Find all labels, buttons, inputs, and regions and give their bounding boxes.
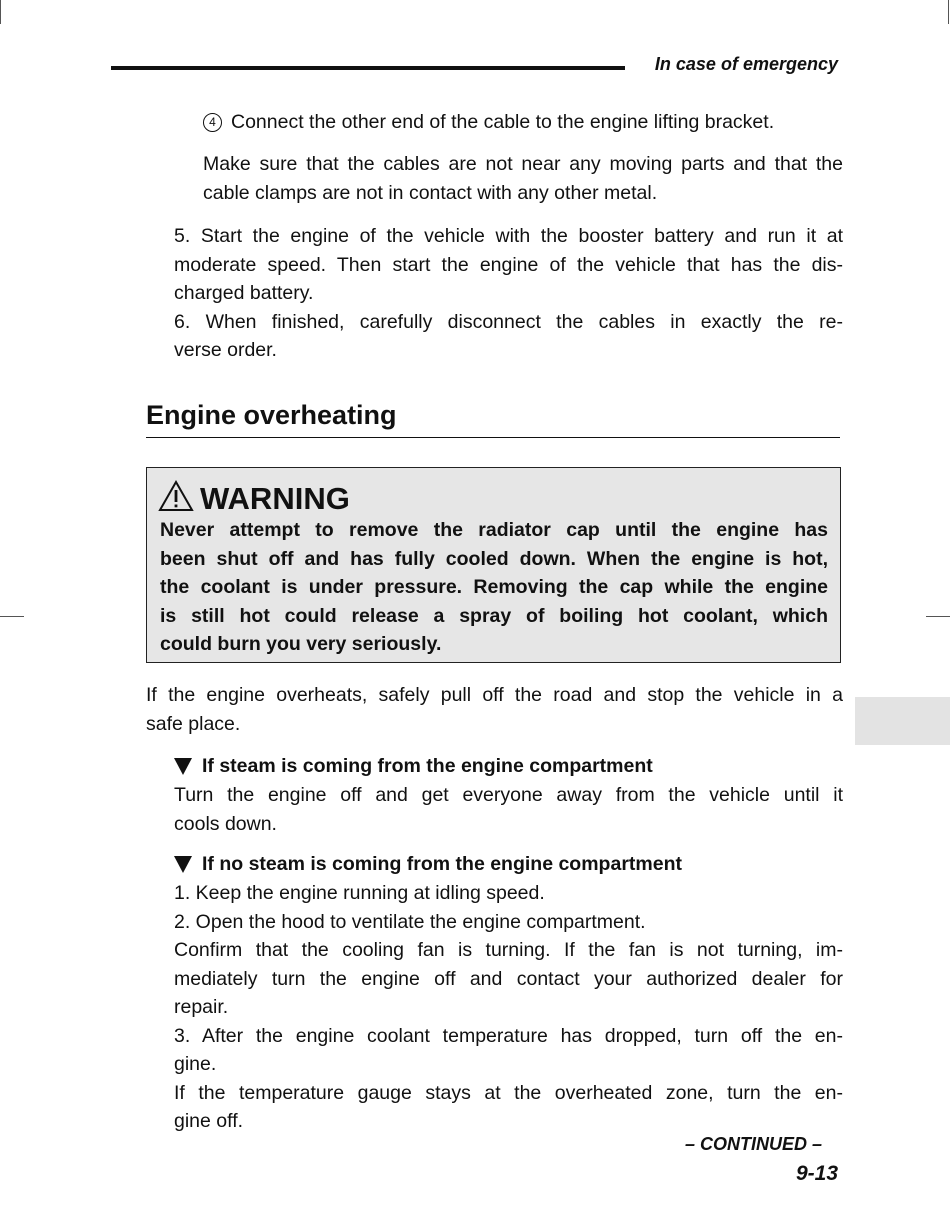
- warning-line-3: the coolant is under pressure. Removing the cap while the engine: [160, 576, 828, 598]
- overheat-intro: [146, 681, 843, 738]
- no-steam-line-5: repair.: [174, 996, 229, 1018]
- step-4-number: 4: [203, 113, 222, 132]
- step-5-line-2: moderate speed. Then start the engine of the vehicle that has the dis-: [174, 253, 843, 276]
- crop-mark-right-middle: [926, 616, 950, 617]
- no-steam-line-9: gine off.: [174, 1110, 244, 1132]
- cable-caution: Make sure that the cables are not near any moving parts and that the cable clamps are not in contact with any other metal.: [203, 153, 843, 204]
- section-title-rule: [146, 437, 840, 438]
- steam-heading-text: If steam is coming from the engine compartment: [202, 755, 653, 777]
- no-steam-line-4: mediately turn the engine off and contact your authorized dealer for: [174, 967, 843, 990]
- step-5-line-3: charged battery.: [174, 282, 314, 304]
- steam-line-1: Turn the engine off and get everyone away from the vehicle until it: [174, 784, 843, 806]
- warning-header: [158, 480, 350, 517]
- step-4-text: Connect the other end of the cable to the engine lifting bracket.: [231, 111, 775, 133]
- warning-line-1: Never attempt to remove the radiator cap until the engine has: [160, 519, 828, 541]
- no-steam-line-6: 3. After the engine coolant temperature has dropped, turn off the en-: [174, 1024, 843, 1047]
- continued-label: – CONTINUED –: [684, 1134, 822, 1154]
- crop-mark-left-middle: [0, 616, 24, 617]
- no-steam-line-2: 2. Open the hood to ventilate the engine compartment.: [174, 910, 646, 933]
- section-title: Engine overheating: [146, 400, 397, 430]
- step-6-line-2: verse order.: [174, 339, 277, 361]
- warning-line-5: could burn you very seriously.: [160, 633, 442, 655]
- step-4: [203, 108, 843, 137]
- warning-triangle-icon: [158, 480, 194, 517]
- overheat-intro-line-2: safe place.: [146, 712, 241, 735]
- no-steam-line-8: If the temperature gauge stays at the overheated zone, turn the en-: [174, 1081, 843, 1104]
- step-6-line-1: 6. When finished, carefully disconnect the cables in exactly the re-: [174, 310, 843, 333]
- crop-mark-top-right: [948, 0, 949, 24]
- no-steam-line-7: gine.: [174, 1053, 217, 1075]
- step-5: [174, 222, 843, 365]
- triangle-bullet-icon: [174, 758, 192, 775]
- crop-mark-top-left: [0, 0, 1, 24]
- no-steam-line-3: Confirm that the cooling fan is turning. If the fan is not turning, im-: [174, 939, 843, 961]
- no-steam-instructions: [174, 879, 843, 1136]
- header-section-title: In case of emergency: [654, 54, 838, 74]
- page-number: 9-13: [795, 1162, 838, 1185]
- overheat-intro-line-1: If the engine overheats, safely pull off the road and stop the vehicle in a: [146, 684, 843, 706]
- chapter-tab: [855, 697, 950, 745]
- warning-line-4: is still hot could release a spray of boiling hot coolant, which: [160, 604, 828, 627]
- step-5-line-1: 5. Start the engine of the vehicle with the booster battery and run it at: [174, 225, 843, 247]
- steam-line-2: cools down.: [174, 812, 277, 835]
- warning-label: WARNING: [200, 480, 350, 516]
- no-steam-line-1: 1. Keep the engine running at idling speed.: [174, 882, 545, 904]
- triangle-bullet-icon: [174, 856, 192, 873]
- no-steam-heading-text: If no steam is coming from the engine compartment: [202, 853, 682, 875]
- warning-line-2: been shut off and has fully cooled down. When the engine is hot,: [160, 547, 828, 570]
- steam-heading: [174, 755, 653, 778]
- no-steam-heading: [174, 853, 682, 876]
- steam-instructions: [174, 781, 843, 838]
- warning-text: [160, 516, 828, 659]
